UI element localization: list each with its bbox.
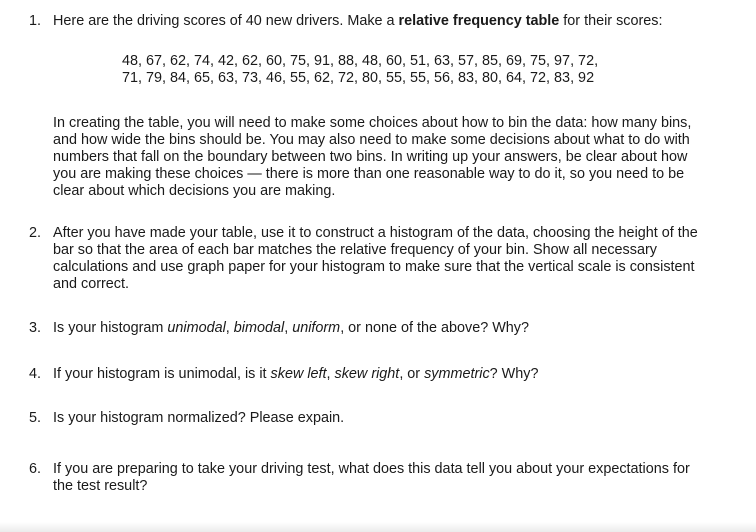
data-line: 71, 79, 84, 65, 63, 73, 46, 55, 62, 72, 80, 55, 55, 56, 83, 80, 64, 72, 83, 92 <box>122 70 595 86</box>
question-6-text: If you are preparing to take your driving test, what does this data tell you about your expectations for the test result? <box>53 461 690 494</box>
question-4-text: If your histogram is unimodal, is it skew left, skew right, or symmetric? Why? <box>53 366 539 382</box>
question-1-instructions: In creating the table, you will need to make some choices about how to bin the data: how many bins, and how wide the bins should be. You may also need to make some decisions about what to do with numbers that fall on the boundary between two bins. In writing up your answers, be clear about how you are making these choices — there is more than one reasonable way to do it, so you need to be clear about which decisions you are making. <box>53 115 692 199</box>
relative-frequency-table-term: relative frequency table <box>398 13 560 29</box>
driving-scores-data <box>122 53 598 87</box>
data-line: 48, 67, 62, 74, 42, 62, 60, 75, 91, 88, 48, 60, 51, 63, 57, 85, 69, 75, 97, 72, <box>122 53 599 69</box>
question-1-intro: Here are the driving scores of 40 new drivers. Make a relative frequency table for their scores: <box>53 13 663 29</box>
question-3-text: Is your histogram unimodal, bimodal, uniform, or none of the above? Why? <box>53 320 529 336</box>
question-number: 4. <box>29 366 42 382</box>
page-bottom-edge <box>0 522 756 532</box>
question-2-text: After you have made your table, use it to construct a histogram of the data, choosing the height of the bar so that the area of each bar matches the relative frequency of your bin. Show all necessary calculations and use graph paper for your histogram to make sure that the vertical scale is consistent and correct. <box>53 225 698 292</box>
question-number: 5. <box>29 410 42 426</box>
question-number: 1. <box>29 13 42 29</box>
question-number: 3. <box>29 320 42 336</box>
question-5-text: Is your histogram normalized? Please expain. <box>53 410 345 426</box>
question-number: 2. <box>29 225 42 241</box>
question-number: 6. <box>29 461 42 477</box>
